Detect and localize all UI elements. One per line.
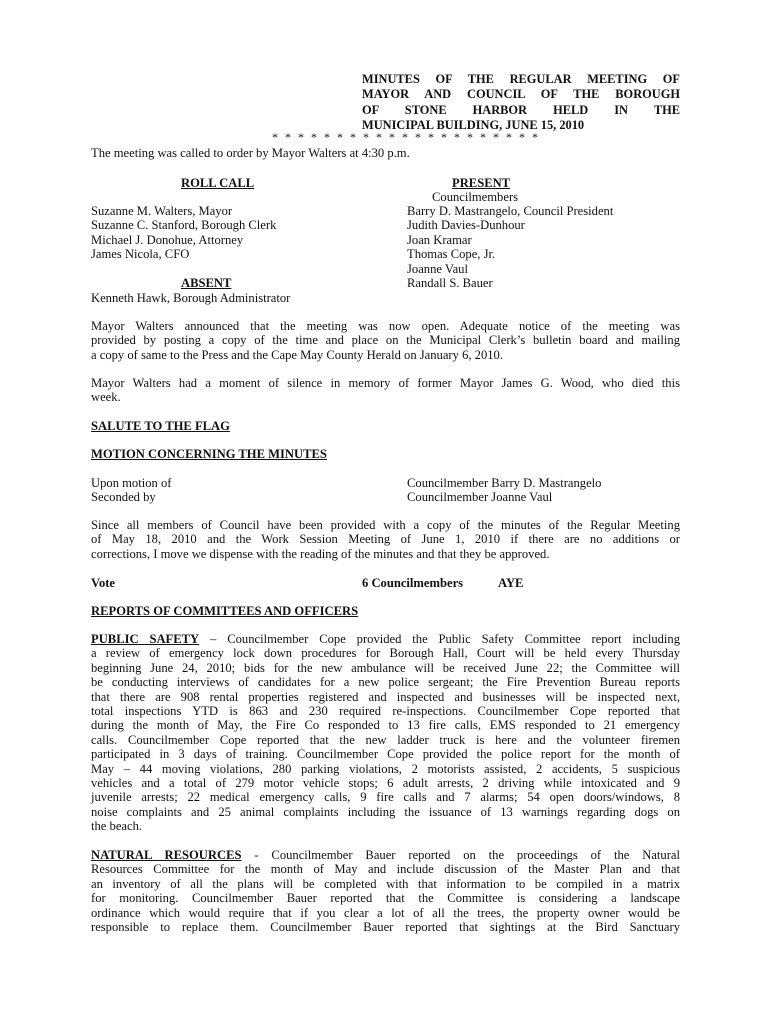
council-member: Barry D. Mastrangelo, Council President (407, 204, 614, 218)
paragraph-line: noise complaints and 25 animal complaints including the issuance of 13 warnings regarding dogs on (91, 804, 680, 819)
paragraph-line: Since all members of Council have been provided with a copy of the minutes of the Regular Meeting (91, 518, 680, 532)
roll-call-heading: ROLL CALL (181, 176, 255, 190)
paragraph-line: a review of emergency lock down procedures for Borough Hall, Court will be held every Thursday (91, 646, 680, 661)
absent-member: Kenneth Hawk, Borough Administrator (91, 291, 291, 305)
title-line: OF STONE HARBOR HELD IN THE (362, 102, 680, 117)
paragraph-line: vehicles and a total of 279 motor vehicle stops; 6 adult arrests, 2 driving while intoxicated and 9 (91, 776, 680, 791)
reports-heading: REPORTS OF COMMITTEES AND OFFICERS (91, 604, 359, 618)
paragraph-line: ordinance which would require that if you clear a lot of all the trees, the property owner would be (91, 905, 680, 920)
motion-by: Councilmember Barry D. Mastrangelo (407, 476, 602, 490)
paragraph-line: for monitoring. Councilmember Bauer reported that the Committee is considering a landscape (91, 891, 680, 906)
second-by: Councilmember Joanne Vaul (407, 490, 553, 504)
title-line: MAYOR AND COUNCIL OF THE BOROUGH (362, 87, 680, 102)
paragraph-line: Resources Committee for the month of May and include discussion of the Master Plan and that (91, 862, 680, 877)
paragraph-line: May – 44 moving violations, 280 parking violations, 2 motorists assisted, 2 accidents, 5 suspicious (91, 761, 680, 776)
natural-resources-paragraph (91, 848, 680, 934)
paragraph-line: be conducting interviews of candidates for a new police sergeant; the Fire Prevention Bureau reports (91, 675, 680, 690)
paragraph-line: a copy of same to the Press and the Cape May County Herald on January 6, 2010. (91, 347, 504, 362)
paragraph-line: Mayor Walters announced that the meeting was now open. Adequate notice of the meeting was (91, 319, 680, 333)
document-title (362, 72, 680, 134)
motion-label: Upon motion of (91, 476, 172, 490)
paragraph-line: of May 18, 2010 and the Work Session Meeting of June 1, 2010 if there are no additions or (91, 532, 680, 547)
public-safety-paragraph (91, 632, 680, 834)
silence-paragraph (91, 376, 680, 405)
paragraph-text: – Councilmember Cope provided the Public Safety Committee report including (199, 632, 681, 646)
council-member: Joan Kramar (407, 232, 472, 247)
title-line: MINUTES OF THE REGULAR MEETING OF (362, 72, 680, 86)
motion-heading: MOTION CONCERNING THE MINUTES (91, 447, 327, 461)
council-member: Randall S. Bauer (407, 276, 493, 291)
minutes-paragraph (91, 518, 680, 561)
title-line: MUNICIPAL BUILDING, JUNE 15, 2010 (362, 118, 585, 133)
second-label: Seconded by (91, 490, 156, 504)
absent-heading: ABSENT (181, 276, 232, 290)
roll-call-member: Suzanne C. Stanford, Borough Clerk (91, 218, 277, 233)
notice-paragraph (91, 319, 680, 362)
paragraph-line: during the month of May, the Fire Co responded to 13 fire calls, EMS responded to 21 emergency (91, 718, 680, 733)
paragraph-line: Mayor Walters had a moment of silence in memory of former Mayor James G. Wood, who died this (91, 376, 680, 390)
paragraph-line: week. (91, 390, 121, 405)
present-heading: PRESENT (452, 176, 511, 190)
paragraph-line: corrections, I move we dispense with the reading of the minutes and that they be approved. (91, 546, 550, 561)
salute-heading: SALUTE TO THE FLAG (91, 419, 230, 433)
paragraph-line: provided by posting a copy of the time and place on the Municipal Clerk’s bulletin board and mailing (91, 333, 680, 348)
vote-label: Vote (91, 576, 116, 590)
paragraph-line (91, 848, 680, 862)
paragraph-line (91, 632, 680, 646)
public-safety-heading: PUBLIC SAFETY (91, 632, 200, 646)
paragraph-line: an inventory of all the plans will be completed with that information to be compiled in a matrix (91, 876, 680, 891)
vote-count: 6 Councilmembers (362, 576, 464, 590)
roll-call-member: James Nicola, CFO (91, 247, 190, 262)
paragraph-line: responsible to replace them. Councilmember Bauer reported that sightings at the Bird Sanctuary (91, 920, 680, 935)
paragraph-line: juvenile arrests; 22 medical emergency calls, 9 fire calls and 7 alarms; 54 open doors/windows, 8 (91, 790, 680, 805)
paragraph-line: participated in 3 days of training. Councilmember Cope provided the police report for the month of (91, 747, 680, 762)
council-member: Joanne Vaul (407, 261, 468, 276)
present-subheading: Councilmembers (432, 190, 519, 204)
roll-call-list (91, 204, 276, 262)
paragraph-line: calls. Councilmember Cope reported that the new ladder truck is here and the volunteer firemen (91, 732, 680, 747)
present-list (407, 204, 613, 290)
council-member: Judith Davies-Dunhour (407, 218, 525, 233)
council-member: Thomas Cope, Jr. (407, 247, 496, 262)
paragraph-line: beginning June 24, 2010; bids for the new ambulance will be received June 22; the Committee will (91, 660, 680, 675)
roll-call-member: Michael J. Donohue, Attorney (91, 232, 244, 247)
vote-result: AYE (498, 576, 524, 590)
paragraph-text: - Councilmember Bauer reported on the proceedings of the Natural (241, 848, 680, 862)
natural-resources-heading: NATURAL RESOURCES (91, 848, 242, 862)
roll-call-member: Suzanne M. Walters, Mayor (91, 204, 233, 218)
paragraph-line: that there are 908 rental properties registered and inspected and businesses will be inspected next, (91, 689, 680, 704)
separator: * * * * * * * * * * * * * * * * * * * * * (272, 130, 540, 144)
paragraph-line: total inspections YTD is 863 and 230 required re-inspections. Councilmember Cope reported that (91, 704, 680, 719)
paragraph-line: the beach. (91, 819, 143, 834)
call-to-order: The meeting was called to order by Mayor Walters at 4:30 p.m. (91, 146, 410, 160)
